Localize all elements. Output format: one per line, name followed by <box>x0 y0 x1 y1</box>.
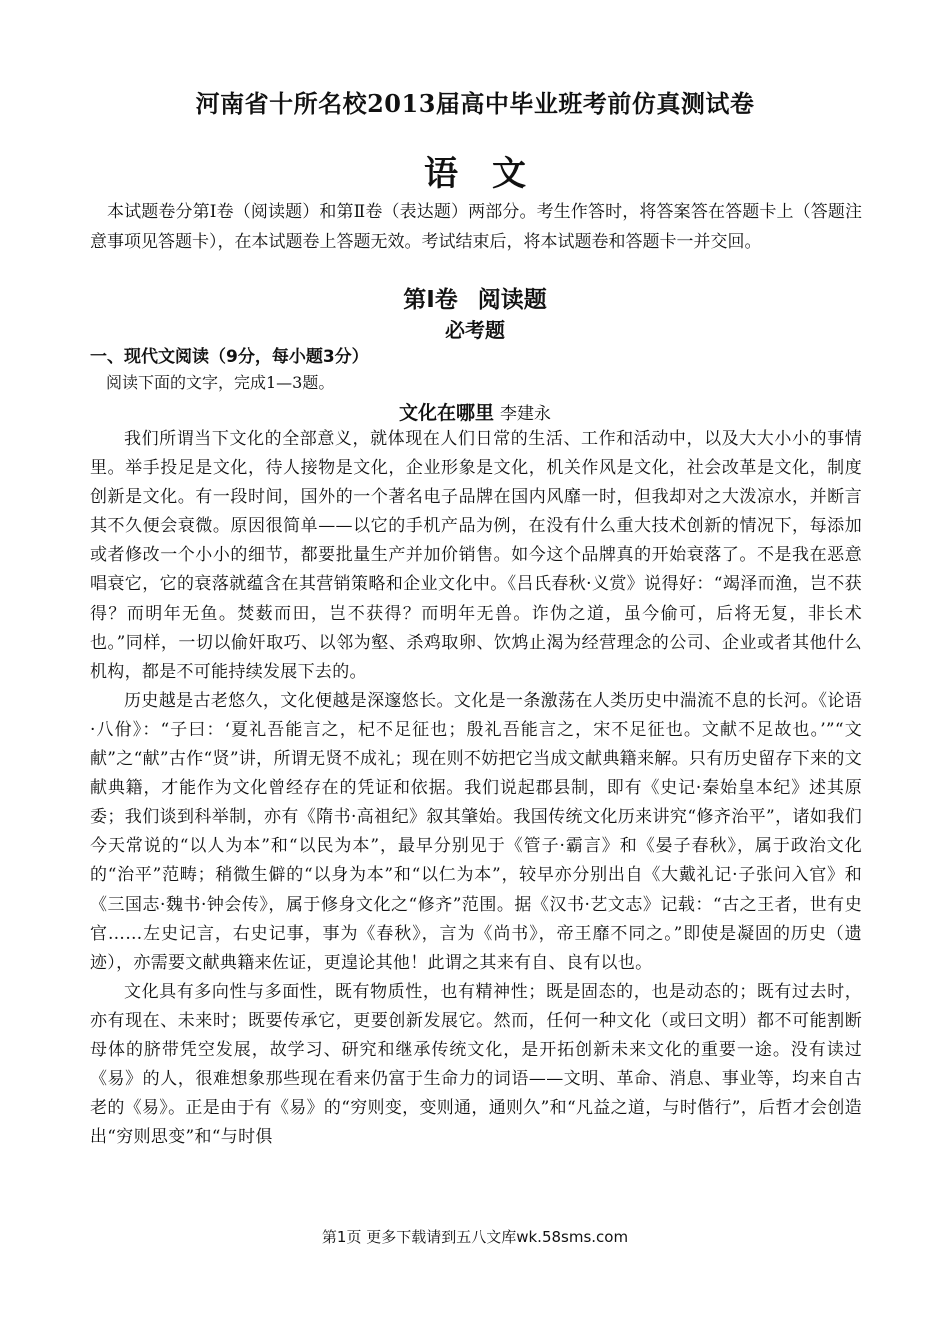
article-header <box>0 398 950 425</box>
required-questions-heading: 必考题 <box>445 318 505 342</box>
article-body <box>90 425 862 1152</box>
volume-title: 阅读题 <box>477 287 547 313</box>
article-author: 李建永 <box>500 404 551 424</box>
article-title: 文化在哪里 <box>398 402 494 424</box>
volume-heading <box>0 281 950 314</box>
volume-label: 第Ⅰ卷 <box>403 287 458 313</box>
exam-intro: 本试题卷分第Ⅰ卷（阅读题）和第Ⅱ卷（表达题）两部分。考生作答时，将答案答在答题卡上（答题注意事项见答题卡），在本试题卷上答题无效。考试结束后，将本试题卷和答题卡一并交回。 <box>90 202 862 252</box>
exam-title: 河南省十所名校2013届高中毕业班考前仿真测试卷 <box>195 89 755 118</box>
subject-title: 语文 <box>424 154 560 194</box>
section-instruction: 阅读下面的文字，完成1—3题。 <box>106 373 335 392</box>
article-paragraph-3: 文化具有多向性与多面性，既有物质性，也有精神性；既是固态的，也是动态的；既有过去时，亦有现在、未来时；既要传承它，更要创新发展它。然而，任何一种文化（或曰文明）都不可能割断母体的脐带凭空发展，故学习、研究和继承传统文化，是开拓创新未来文化的重要一途。没有读过《易》的人，很难想象那些现在看来仍富于生命力的词语——文明、革命、消息、事业等，均来自古老的《易》。正是由于有《易》的“穷则变，变则通，通则久”和“凡益之道，与时偕行”，后哲才会创造出“穷则思变”和“与时俱 <box>90 981 862 1148</box>
article-paragraph-2: 历史越是古老悠久，文化便越是深邃悠长。文化是一条激荡在人类历史中湍流不息的长河。《论语·八佾》：“子曰：‘夏礼吾能言之，杞不足征也；殷礼吾能言之，宋不足征也。文献不足故也。’”“文献”之“献”古作“贤”讲，所谓无贤不成礼；现在则不妨把它当成文献典籍来解。只有历史留存下来的文献典籍，才能作为文化曾经存在的凭证和依据。我们说起郡县制，即有《史记·秦始皇本纪》述其原委；我们谈到科举制，亦有《隋书·高祖纪》叙其肇始。我国传统文化历来讲究“修齐治平”，诸如我们今天常说的“以人为本”和“以民为本”，最早分别见于《管子·霸言》和《晏子春秋》，属于政治文化的“治平”范畴；稍微生僻的“以身为本”和“以仁为本”，较早亦分别出自《大戴礼记·子张问入官》和《三国志·魏书·钟会传》，属于修身文化之“修齐”范围。据《汉书·艺文志》记载：“古之王者，世有史官……左史记言，右史记事，事为《春秋》，言为《尚书》，帝王靡不同之。”即使是凝固的历史（遗迹），亦需要文献典籍来佐证，更遑论其他！此谓之其来有自、良有以也。 <box>90 690 862 973</box>
section-heading: 一、现代文阅读（9分，每小题3分） <box>90 347 369 367</box>
article-paragraph-1: 我们所谓当下文化的全部意义，就体现在人们日常的生活、工作和活动中，以及大大小小的事情里。举手投足是文化，待人接物是文化，企业形象是文化，机关作风是文化，社会改革是文化，制度创新是文化。有一段时间，国外的一个著名电子品牌在国内风靡一时，但我却对之大泼凉水，并断言其不久便会衰微。原因很简单——以它的手机产品为例，在没有什么重大技术创新的情况下，每添加或者修改一个小小的细节，都要批量生产并加价销售。如今这个品牌真的开始衰落了。不是我在恶意唱衰它，它的衰落就蕴含在其营销策略和企业文化中。《吕氏春秋·义赏》说得好：“竭泽而渔，岂不获得？而明年无鱼。焚薮而田，岂不获得？而明年无兽。诈伪之道，虽今偷可，后将无复，非长术也。”同样，一切以偷奸取巧、以邻为壑、杀鸡取卵、饮鸩止渴为经营理念的公司、企业或者其他什么机构，都是不可能持续发展下去的。 <box>90 429 862 682</box>
page-footer: 第1页 更多下载请到五八文库wk.58sms.com <box>321 1228 629 1246</box>
